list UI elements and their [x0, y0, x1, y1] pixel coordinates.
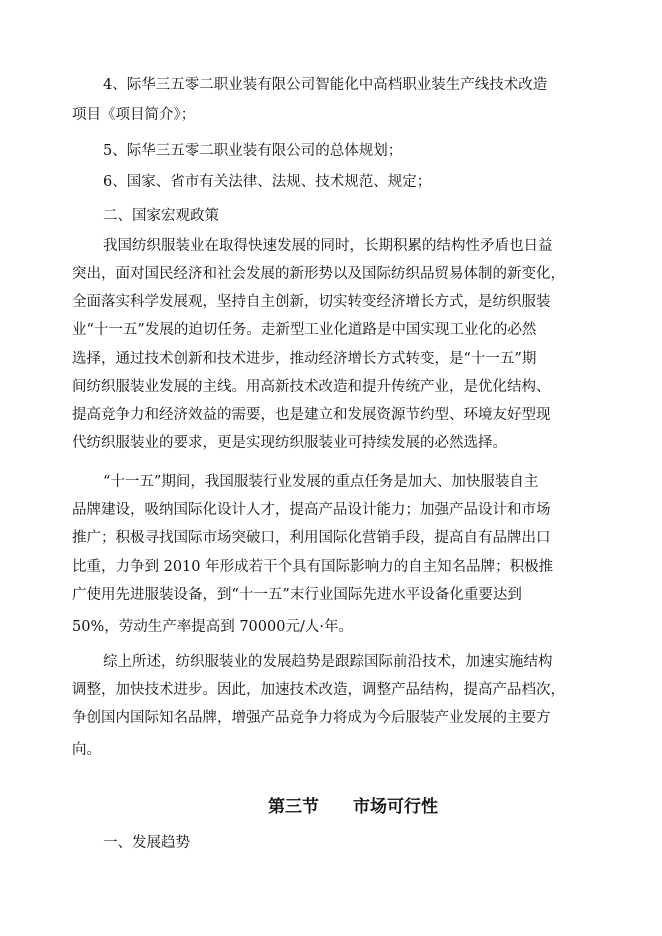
paragraph-line: 我国纺织服装业在取得快速发展的同时，长期积累的结构性矛盾也日益 — [103, 238, 553, 254]
section-heading-title: 市场可行性 — [353, 797, 438, 817]
paragraph-line: 代纺织服装业的要求，更是实现纺织服装业可持续发展的必然选择。 — [72, 435, 507, 451]
paragraph-line: 向。 — [72, 742, 101, 758]
paragraph-line: 推广；积极寻找国际市场突破口，利用国际化营销手段，提高自有品牌出口 — [72, 530, 551, 546]
section-title-policy: 二、国家宏观政策 — [103, 208, 219, 224]
paragraph-line: 50%，劳动生产率提高到 70000元/人·年。 — [72, 619, 353, 635]
paragraph-line: 突出，面对国民经济和社会发展的新形势以及国际纺织品贸易体制的新变化， — [72, 266, 565, 282]
list-item-5: 5、际华三五零二职业装有限公司的总体规划； — [103, 143, 403, 159]
paragraph-line: 业“十一五”发展的迫切任务。走新型工业化道路是中国实现工业化的必然 — [72, 322, 537, 338]
paragraph-line: 全面落实科学发展观，坚持自主创新，切实转变经济增长方式，是纺织服装 — [72, 294, 551, 310]
list-item-4-line2: 项目《项目简介》； — [72, 107, 196, 123]
paragraph-line: 争创国内国际知名品牌，增强产品竞争力将成为今后服装产业发展的主要方 — [72, 710, 551, 726]
paragraph-line: 提高竞争力和经济效益的需要，也是建立和发展资源节约型、环境友好型现 — [72, 407, 551, 423]
subsection-title: 一、发展趋势 — [103, 835, 190, 851]
section-heading — [268, 796, 438, 818]
paragraph-line: 调整，加快技术进步。因此，加速技术改造，调整产品结构，提高产品档次， — [72, 682, 565, 698]
paragraph-line: 广使用先进服装设备，到“十一五”末行业国际先进水平设备化重要达到 — [72, 587, 522, 603]
paragraph-line: “十一五”期间，我国服装行业发展的重点任务是加大、加快服装自主 — [103, 474, 539, 490]
paragraph-line: 间纺织服装业发展的主线。用高新技术改造和提升传统产业，是优化结构、 — [72, 379, 551, 395]
list-item-4-line1: 4、际华三五零二职业装有限公司智能化中高档职业装生产线技术改造 — [103, 77, 548, 93]
section-number: 第三节 — [268, 797, 319, 817]
paragraph-line: 综上所述，纺织服装业的发展趋势是跟踪国际前沿技术，加速实施结构 — [103, 654, 553, 670]
paragraph-line: 比重，力争到 2010 年形成若干个具有国际影响力的自主知名品牌；积极推 — [72, 559, 554, 575]
list-item-6: 6、国家、省市有关法律、法规、技术规范、规定； — [103, 174, 432, 190]
paragraph-line: 品牌建设，吸纳国际化设计人才，提高产品设计能力；加强产品设计和市场 — [72, 502, 551, 518]
paragraph-line: 选择，通过技术创新和技术进步，推动经济增长方式转变，是“十一五”期 — [72, 351, 537, 367]
